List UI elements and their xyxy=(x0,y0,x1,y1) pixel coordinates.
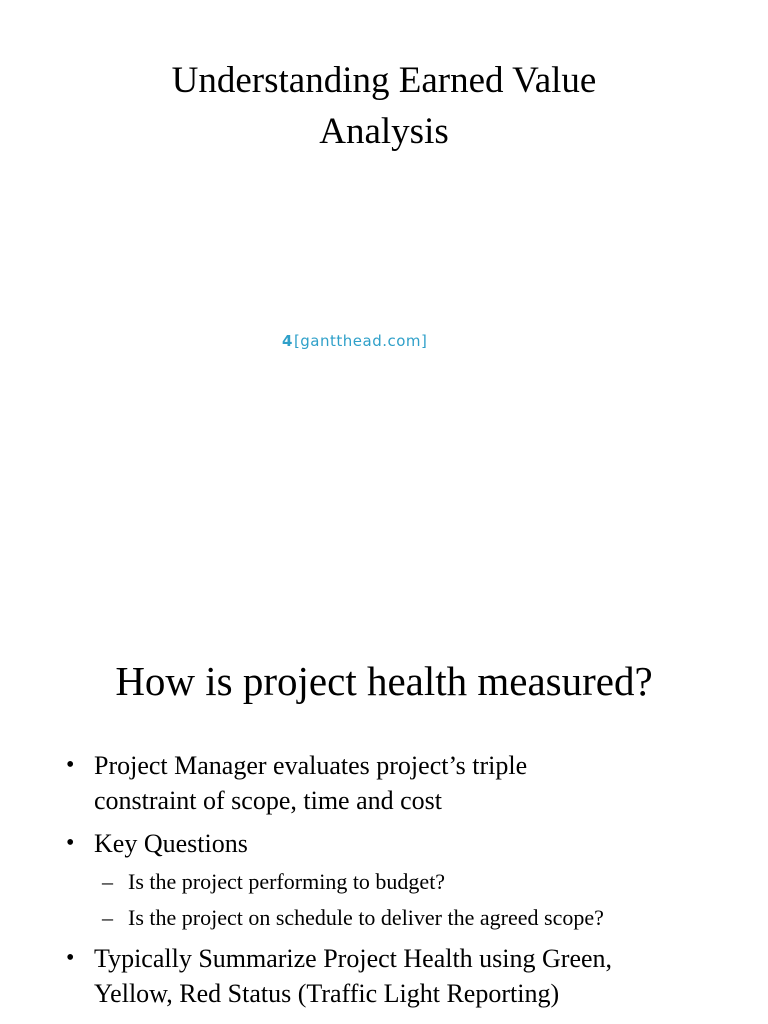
bullet-text-line: Typically Summarize Project Health using Green, xyxy=(94,944,613,973)
sub-bullet-text: Is the project on schedule to deliver the agreed scope? xyxy=(128,905,604,930)
gantthead-logo xyxy=(282,331,492,351)
bullet-text: Key Questions xyxy=(94,829,248,858)
logo-text: [gantthead.com] xyxy=(293,332,428,350)
sub-bullet-text: Is the project performing to budget? xyxy=(128,869,446,894)
bullet-item xyxy=(60,941,750,1011)
title-line-1: Understanding Earned Value xyxy=(171,60,597,101)
sub-bullet-item xyxy=(94,867,750,897)
bullet-item xyxy=(60,826,750,933)
title-slide-heading xyxy=(0,55,768,157)
bullet-dot-icon: • xyxy=(66,830,75,856)
bullet-dot-icon: • xyxy=(66,752,75,778)
bullet-item xyxy=(60,748,750,818)
bullet-text-line: constraint of scope, time and cost xyxy=(94,786,443,815)
dash-icon: – xyxy=(102,869,113,894)
dash-icon: – xyxy=(102,905,113,930)
sub-bullet-list xyxy=(94,867,750,933)
content-slide xyxy=(0,576,768,1024)
bullet-text-line: Yellow, Red Status (Traffic Light Reporting) xyxy=(94,979,560,1008)
content-slide-heading: How is project health measured? xyxy=(115,658,653,704)
sub-bullet-item xyxy=(94,903,750,933)
logo-mark-icon: 4 xyxy=(282,332,293,350)
bullet-list xyxy=(60,748,750,1019)
title-line-2: Analysis xyxy=(319,111,449,152)
bullet-dot-icon: • xyxy=(66,945,75,971)
bullet-text-line: Project Manager evaluates project’s triple xyxy=(94,751,528,780)
